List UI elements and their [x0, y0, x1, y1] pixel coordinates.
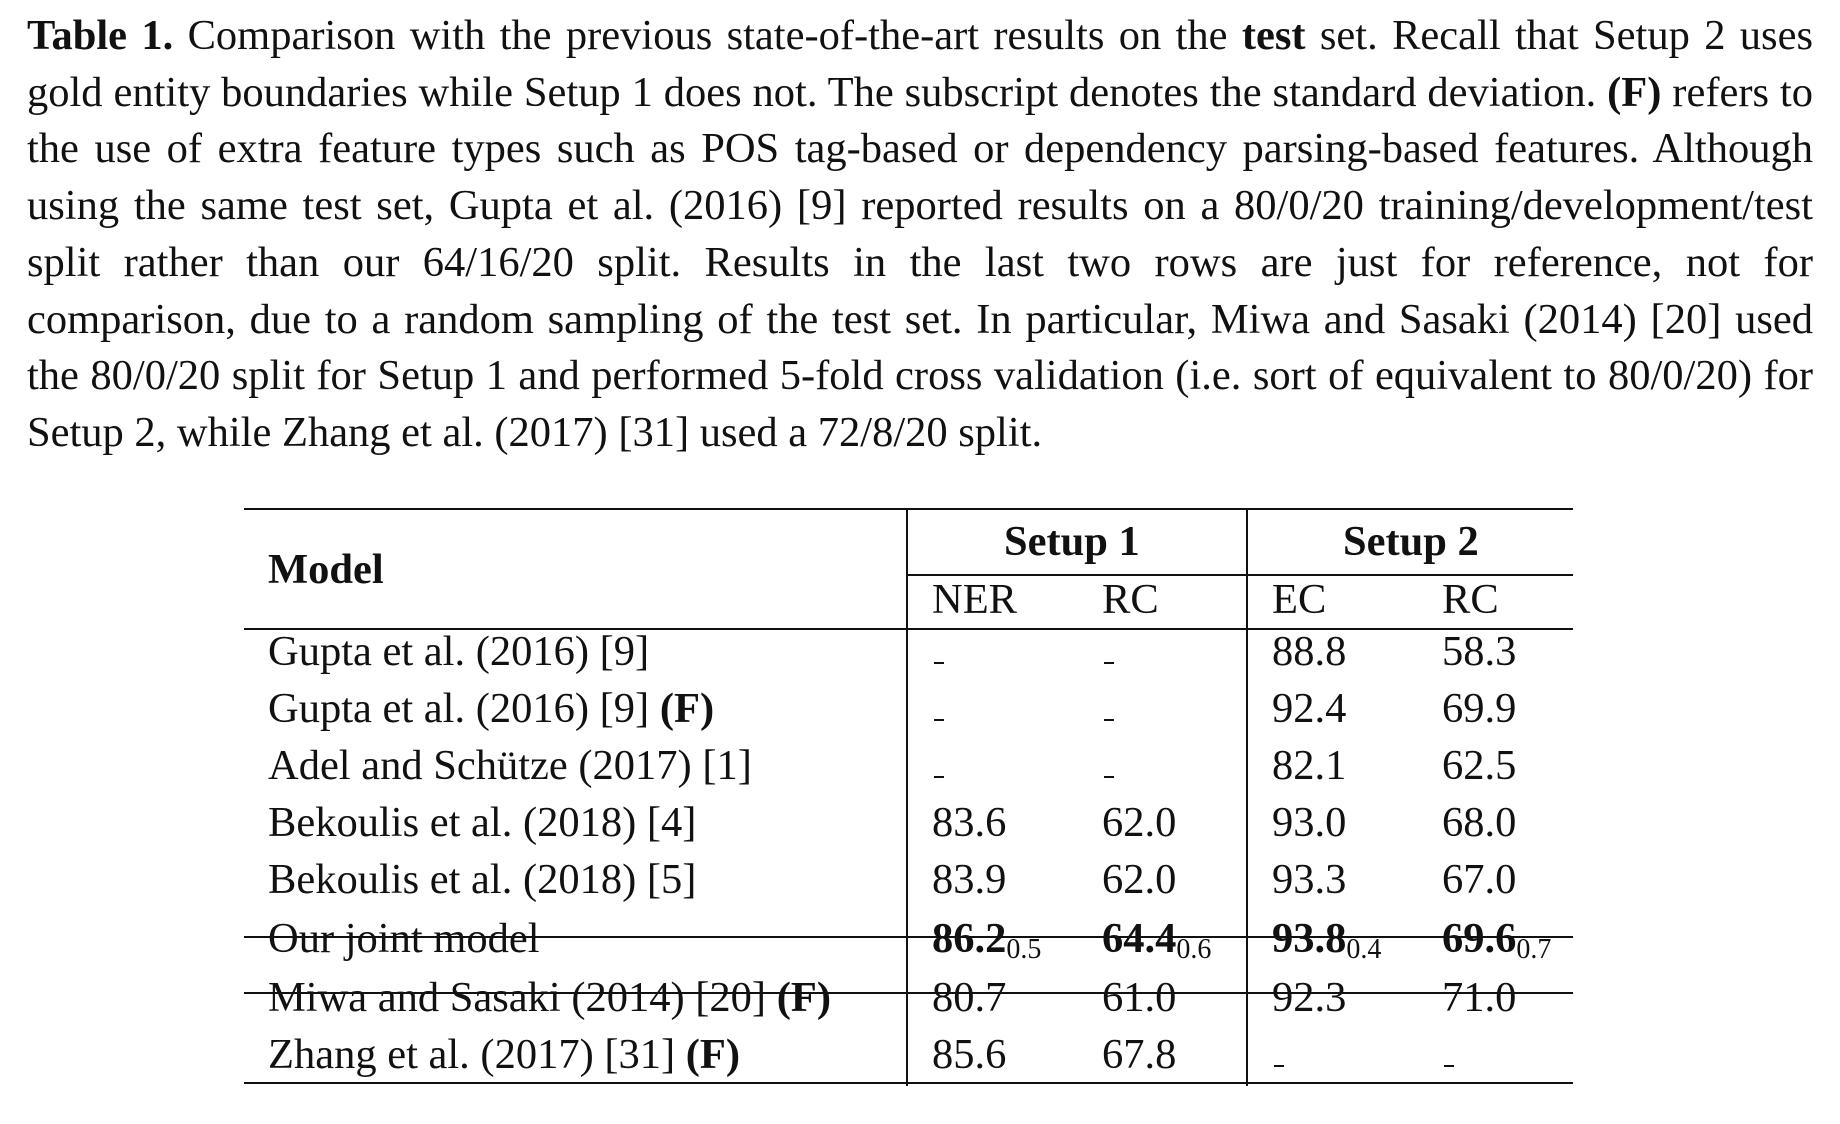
- ours-ec: 93.80.4: [1272, 915, 1382, 965]
- row-4-ec: 93.0: [1272, 799, 1347, 846]
- ours-rc1-sd: 0.6: [1176, 934, 1212, 965]
- ref-row-1-rc2: 71.0: [1442, 974, 1517, 1021]
- setup1-left-rule: [906, 510, 908, 1086]
- row-5-model: Bekoulis et al. (2018) [5]: [268, 856, 697, 903]
- results-table: [244, 508, 1573, 1084]
- ours-rc2: 69.60.7: [1442, 915, 1552, 965]
- caption-bold-word: test: [1241, 12, 1306, 59]
- setup2-header: Setup 2: [1343, 518, 1479, 565]
- ref-row-2-ec-empty: [1274, 1065, 1284, 1067]
- ours-model: Our joint model: [268, 915, 540, 962]
- row-2-ner-empty: [934, 719, 944, 721]
- ours-ec-sd: 0.4: [1346, 934, 1382, 965]
- row-4-ner: 83.6: [932, 799, 1007, 846]
- ref-row-2-f-marker: (F): [685, 1031, 741, 1078]
- subheader-ec: EC: [1272, 576, 1327, 623]
- ref-row-2-ner: 85.6: [932, 1031, 1007, 1078]
- subheader-rc-setup2: RC: [1442, 576, 1499, 623]
- row-1-rc1-empty: [1104, 662, 1114, 664]
- subheader-rc-setup1: RC: [1102, 576, 1159, 623]
- row-1-ner-empty: [934, 662, 944, 664]
- ours-rc2-sd: 0.7: [1516, 934, 1552, 965]
- ref-row-1-f-marker: (F): [776, 974, 831, 1021]
- row-3-rc2: 62.5: [1442, 742, 1517, 789]
- row-1-model: Gupta et al. (2016) [9]: [268, 628, 650, 675]
- setup1-header: Setup 1: [1004, 518, 1140, 565]
- row-3-model: Adel and Schütze (2017) [1]: [268, 742, 752, 789]
- row-3-ner-empty: [934, 776, 944, 778]
- ref-row-1-rc1: 61.0: [1102, 974, 1177, 1021]
- ref-row-2-rc1: 67.8: [1102, 1031, 1177, 1078]
- row-5-rc1: 62.0: [1102, 856, 1177, 903]
- row-3-ec: 82.1: [1272, 742, 1347, 789]
- row-2-model: Gupta et al. (2016) [9] (F): [268, 685, 715, 732]
- row-5-ner: 83.9: [932, 856, 1007, 903]
- row-3-rc1-empty: [1104, 776, 1114, 778]
- row-2-f-marker: (F): [659, 685, 715, 732]
- subheader-ner: NER: [932, 576, 1017, 623]
- row-4-model: Bekoulis et al. (2018) [4]: [268, 799, 697, 846]
- row-2-rc2: 69.9: [1442, 685, 1517, 732]
- model-header: Model: [268, 546, 384, 593]
- row-1-rc2: 58.3: [1442, 628, 1517, 675]
- ref-row-2-model: Zhang et al. (2017) [31] (F): [268, 1031, 741, 1078]
- row-5-ec: 93.3: [1272, 856, 1347, 903]
- ref-row-1-model: Miwa and Sasaki (2014) [20] (F): [268, 974, 831, 1021]
- row-1-ec: 88.8: [1272, 628, 1347, 675]
- row-4-rc2: 68.0: [1442, 799, 1517, 846]
- row-5-rc2: 67.0: [1442, 856, 1517, 903]
- ref-row-2-rc2-empty: [1444, 1065, 1454, 1067]
- caption-label: Table 1.: [27, 12, 174, 59]
- caption-text-2: set. Recall that Setup 2 uses gold entity boundaries while Setup 1 does not. The subscript denotes the standard deviation.: [27, 12, 1813, 116]
- caption-text-3: refers to the use of extra feature types such as POS tag-based or dependency parsing-based features. Although using the same test set, Gupta et al. (2016) [9] reported results on a 80/0/20 training/development/test split rather than our 64/16/20 split. Results in the last two rows are just for reference, not for comparison, due to a random sampling of the test set. In particular, Miwa and Sasaki (2014) [20] used the 80/0/20 split for Setup 1 and performed 5-fold cross validation (i.e. sort of equivalent to 80/0/20) for Setup 2, while Zhang et al. (2017) [31] used a 72/8/20 split.: [27, 68, 1813, 456]
- setup2-left-rule: [1246, 510, 1248, 1086]
- ours-ner: 86.20.5: [932, 915, 1042, 965]
- ref-row-1-ec: 92.3: [1272, 974, 1347, 1021]
- caption-text-1: Comparison with the previous state-of-the-art results on the: [173, 12, 1242, 59]
- ours-ner-sd: 0.5: [1006, 934, 1042, 965]
- row-2-ec: 92.4: [1272, 685, 1347, 732]
- row-4-rc1: 62.0: [1102, 799, 1177, 846]
- caption-f-marker: (F): [1607, 68, 1662, 116]
- table-caption: [27, 8, 1813, 462]
- ours-rc1: 64.40.6: [1102, 915, 1212, 965]
- row-2-rc1-empty: [1104, 719, 1114, 721]
- ref-row-1-ner: 80.7: [932, 974, 1007, 1021]
